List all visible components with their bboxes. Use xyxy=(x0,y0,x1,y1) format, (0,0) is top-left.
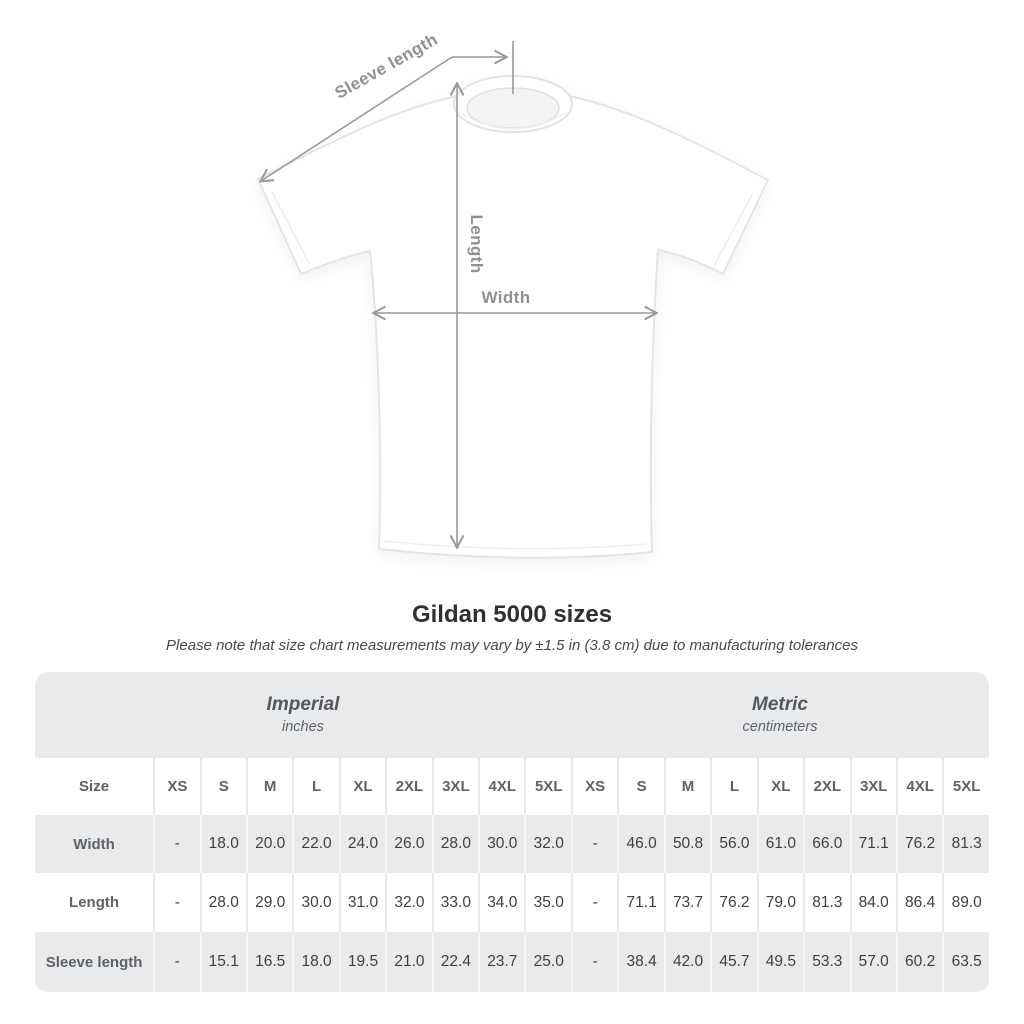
size-col-metric-xl: XL xyxy=(757,758,803,815)
size-col-imperial-4xl: 4XL xyxy=(478,758,524,815)
sleeve-cell: 16.5 xyxy=(246,932,292,992)
length-cell: 71.1 xyxy=(617,873,663,932)
table-row-sleeve-length xyxy=(35,932,989,992)
length-cell: 84.0 xyxy=(850,873,896,932)
sleeve-cell: 57.0 xyxy=(850,932,896,992)
length-cell: 81.3 xyxy=(803,873,849,932)
imperial-unit: inches xyxy=(282,718,324,735)
size-col-imperial-s: S xyxy=(200,758,246,815)
length-cell: 35.0 xyxy=(524,873,570,932)
length-cell: - xyxy=(153,873,199,932)
size-header: Size xyxy=(79,778,110,795)
table-row-length xyxy=(35,873,989,932)
size-col-metric-4xl: 4XL xyxy=(896,758,942,815)
size-chart-table xyxy=(35,672,989,992)
length-cell: 86.4 xyxy=(896,873,942,932)
length-cell: 29.0 xyxy=(246,873,292,932)
tshirt-illustration xyxy=(258,76,768,558)
sleeve-cell: 23.7 xyxy=(478,932,524,992)
sleeve-cell: 53.3 xyxy=(803,932,849,992)
table-row-width xyxy=(35,815,989,873)
width-cell: 20.0 xyxy=(246,815,292,873)
row-label-width: Width xyxy=(73,835,115,853)
sleeve-cell: 18.0 xyxy=(292,932,338,992)
unit-group-header-row xyxy=(35,672,989,758)
sleeve-cell: 19.5 xyxy=(339,932,385,992)
sleeve-cell: - xyxy=(571,932,617,992)
width-cell: 22.0 xyxy=(292,815,338,873)
sleeve-cell: 63.5 xyxy=(942,932,989,992)
sleeve-cell: 42.0 xyxy=(664,932,710,992)
sleeve-cell: 49.5 xyxy=(757,932,803,992)
page-title: Gildan 5000 sizes xyxy=(411,601,613,628)
page-subtitle: Please note that size chart measurements may vary by ±1.5 in (3.8 cm) due to manufacturing tolerances xyxy=(166,637,858,654)
width-cell: - xyxy=(153,815,199,873)
length-cell: 79.0 xyxy=(757,873,803,932)
length-cell: 32.0 xyxy=(385,873,431,932)
width-cell: 26.0 xyxy=(385,815,431,873)
width-label: Width xyxy=(481,288,531,307)
length-cell: - xyxy=(571,873,617,932)
sleeve-cell: 38.4 xyxy=(617,932,663,992)
sleeve-cell: 45.7 xyxy=(710,932,756,992)
metric-unit: centimeters xyxy=(742,718,818,735)
size-col-metric-5xl: 5XL xyxy=(942,758,989,815)
size-col-imperial-xl: XL xyxy=(339,758,385,815)
width-cell: 50.8 xyxy=(664,815,710,873)
size-header-row xyxy=(35,758,989,815)
width-cell: 76.2 xyxy=(896,815,942,873)
size-col-metric-xs: XS xyxy=(571,758,617,815)
row-label-sleeve-length: Sleeve length xyxy=(45,953,143,971)
size-col-metric-2xl: 2XL xyxy=(803,758,849,815)
length-cell: 76.2 xyxy=(710,873,756,932)
length-cell: 73.7 xyxy=(664,873,710,932)
size-col-metric-m: M xyxy=(664,758,710,815)
sleeve-cell: - xyxy=(153,932,199,992)
width-cell: 24.0 xyxy=(339,815,385,873)
imperial-group-header xyxy=(35,672,571,758)
size-col-metric-3xl: 3XL xyxy=(850,758,896,815)
size-col-imperial-xs: XS xyxy=(153,758,199,815)
width-cell: 61.0 xyxy=(757,815,803,873)
sleeve-cell: 25.0 xyxy=(524,932,570,992)
length-cell: 30.0 xyxy=(292,873,338,932)
width-cell: 71.1 xyxy=(850,815,896,873)
sleeve-cell: 21.0 xyxy=(385,932,431,992)
width-cell: 46.0 xyxy=(617,815,663,873)
size-col-imperial-m: M xyxy=(246,758,292,815)
size-col-imperial-2xl: 2XL xyxy=(385,758,431,815)
length-cell: 28.0 xyxy=(200,873,246,932)
sleeve-cell: 60.2 xyxy=(896,932,942,992)
tshirt-body xyxy=(258,89,768,557)
metric-group-header xyxy=(571,672,989,758)
sleeve-cell: 22.4 xyxy=(432,932,478,992)
width-cell: 81.3 xyxy=(942,815,989,873)
length-cell: 89.0 xyxy=(942,873,989,932)
width-cell: 56.0 xyxy=(710,815,756,873)
size-col-metric-l: L xyxy=(710,758,756,815)
width-cell: 66.0 xyxy=(803,815,849,873)
width-cell: - xyxy=(571,815,617,873)
length-cell: 33.0 xyxy=(432,873,478,932)
size-col-imperial-l: L xyxy=(292,758,338,815)
length-cell: 34.0 xyxy=(478,873,524,932)
width-cell: 30.0 xyxy=(478,815,524,873)
size-col-imperial-3xl: 3XL xyxy=(432,758,478,815)
width-cell: 28.0 xyxy=(432,815,478,873)
length-label: Length xyxy=(467,214,486,274)
sleeve-length-label: Sleeve length xyxy=(331,29,441,103)
width-cell: 32.0 xyxy=(524,815,570,873)
row-label-length: Length xyxy=(69,894,120,911)
imperial-label: Imperial xyxy=(266,693,340,715)
length-cell: 31.0 xyxy=(339,873,385,932)
sleeve-cell: 15.1 xyxy=(200,932,246,992)
size-col-imperial-5xl: 5XL xyxy=(524,758,570,815)
width-cell: 18.0 xyxy=(200,815,246,873)
size-col-metric-s: S xyxy=(617,758,663,815)
metric-label: Metric xyxy=(752,693,808,715)
